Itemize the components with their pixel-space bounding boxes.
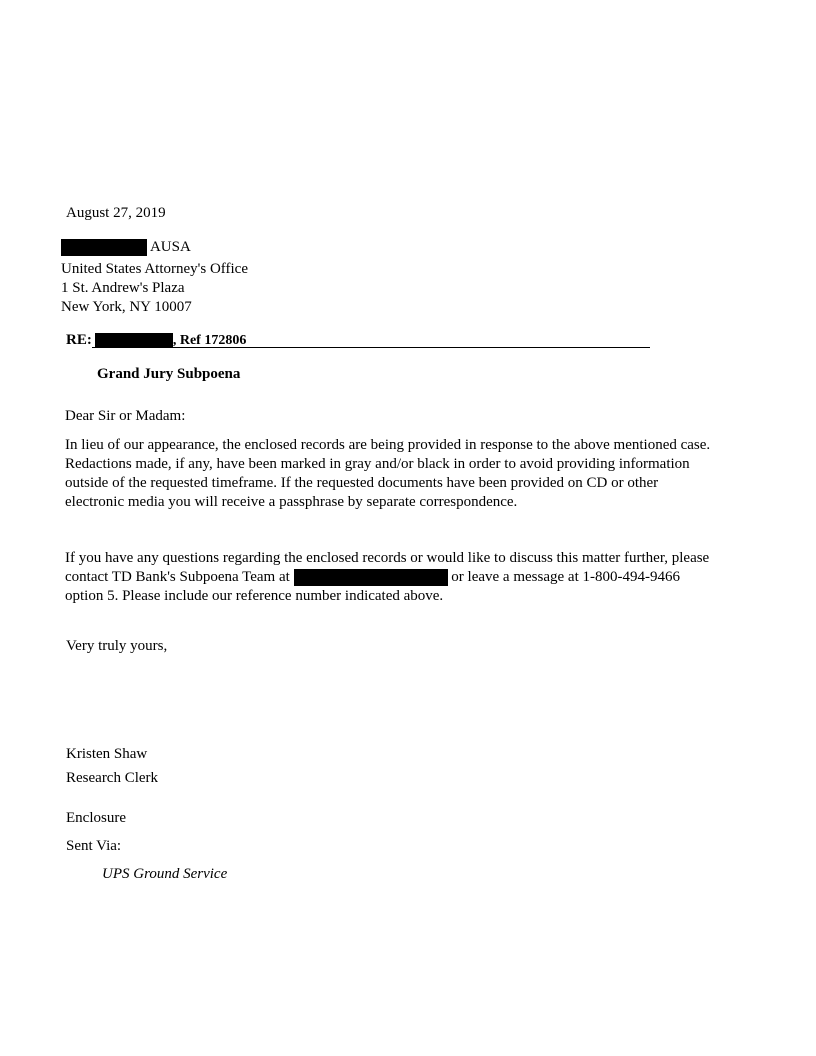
sent-via-label: Sent Via: — [66, 838, 122, 854]
body-paragraph-2-part1: If you have any questions regarding the enclosed records or would like to discuss this matter further, please contact TD Bank's Subpoena Team at — [65, 550, 710, 585]
redaction-block-phone — [294, 569, 448, 586]
closing: Very truly yours, — [66, 638, 168, 654]
recipient-name-line — [61, 238, 191, 257]
letter-date: August 27, 2019 — [66, 205, 166, 221]
re-reference: , Ref 172806 — [172, 333, 247, 348]
signer-title: Research Clerk — [66, 770, 159, 786]
body-paragraph-2 — [65, 549, 715, 606]
signer-name: Kristen Shaw — [66, 746, 148, 762]
body-paragraph-1: In lieu of our appearance, the enclosed records are being provided in response to the above mentioned case. Redactions made, if any, have been marked in gray and/or black in order to avoid providing information outside of the requested timeframe. If the requested documents have been provided on CD or other electronic media you will receive a passphrase by separate correspondence. — [65, 437, 711, 510]
re-label: RE: — [66, 332, 92, 348]
redaction-block-recipient — [61, 239, 147, 256]
body-paragraph-2-part2: or leave a message at 1-800-494-9466 option 5. Please include our reference number indicated above. — [65, 569, 680, 604]
sent-via-method: UPS Ground Service — [102, 866, 228, 882]
re-subject: Grand Jury Subpoena — [97, 366, 241, 382]
recipient-office: United States Attorney's Office — [61, 261, 248, 277]
redaction-block-re — [95, 333, 173, 348]
recipient-city: New York, NY 10007 — [61, 299, 192, 315]
recipient-street: 1 St. Andrew's Plaza — [61, 280, 185, 296]
recipient-title: AUSA — [149, 239, 191, 255]
enclosure: Enclosure — [66, 810, 126, 826]
salutation: Dear Sir or Madam: — [65, 408, 186, 424]
re-underline — [92, 347, 650, 348]
